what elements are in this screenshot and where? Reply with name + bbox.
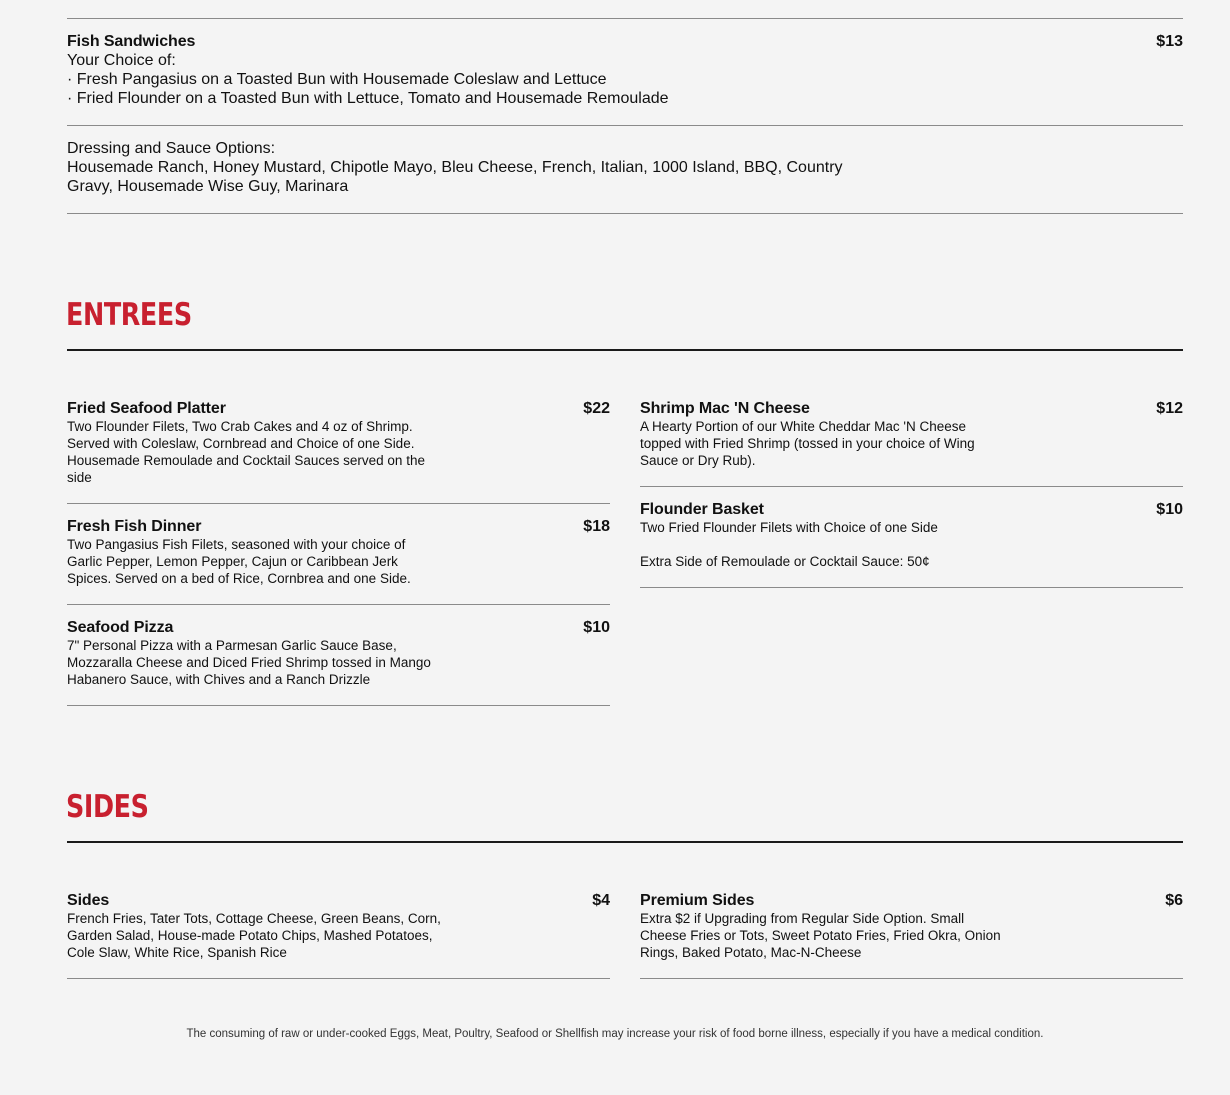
menu-item-sides (67, 891, 610, 961)
item-description-line: Two Fried Flounder Filets with Choice of one Side (640, 520, 938, 535)
description-spacer (640, 536, 1070, 553)
divider (67, 18, 1183, 19)
divider (67, 503, 610, 504)
item-description-line: Cole Slaw, White Rice, Spanish Rice (67, 945, 287, 960)
item-price: $6 (1165, 892, 1183, 909)
item-description-line: Rings, Baked Potato, Mac-N-Cheese (640, 945, 862, 960)
item-description-line: Extra Side of Remoulade or Cocktail Sauce: 50¢ (640, 554, 930, 569)
dressing-heading: Dressing and Sauce Options: (67, 140, 276, 157)
section-divider (67, 841, 1183, 843)
item-description-line: French Fries, Tater Tots, Cottage Cheese, Green Beans, Corn, (67, 911, 441, 926)
menu-item-fried-seafood-platter (67, 399, 610, 486)
item-name: Premium Sides (640, 892, 755, 909)
item-name: Seafood Pizza (67, 619, 174, 636)
section-divider (67, 349, 1183, 351)
item-price: $10 (1156, 501, 1183, 518)
item-price: $18 (583, 518, 610, 535)
dressing-options (67, 139, 1183, 196)
item-description-line: A Hearty Portion of our White Cheddar Mac 'N Cheese (640, 419, 966, 434)
item-description-line: Habanero Sauce, with Chives and a Ranch Drizzle (67, 672, 371, 687)
divider (67, 213, 1183, 214)
divider (67, 125, 1183, 126)
menu-item-premium-sides (640, 891, 1183, 961)
item-description-line: 7" Personal Pizza with a Parmesan Garlic Sauce Base, (67, 638, 397, 653)
item-description (67, 637, 497, 688)
menu-item-fish-sandwiches (67, 32, 1183, 108)
divider (640, 486, 1183, 487)
item-price: $4 (592, 892, 610, 909)
item-name: Flounder Basket (640, 501, 764, 518)
item-name: Fresh Fish Dinner (67, 518, 202, 535)
item-description-line: Served with Coleslaw, Cornbread and Choice of one Side. (67, 436, 415, 451)
item-name: Sides (67, 892, 110, 909)
item-name: Fish Sandwiches (67, 33, 196, 50)
divider (67, 978, 610, 979)
menu-item-seafood-pizza (67, 618, 610, 688)
item-price: $12 (1156, 400, 1183, 417)
item-description-line: Housemade Remoulade and Cocktail Sauces served on the (67, 453, 425, 468)
item-description (640, 910, 1070, 961)
item-name: Fried Seafood Platter (67, 400, 226, 417)
menu-item-shrimp-mac-n-cheese (640, 399, 1183, 469)
item-description-line: Extra $2 if Upgrading from Regular Side Option. Small (640, 911, 965, 926)
item-description-line: Garden Salad, House-made Potato Chips, Mashed Potatoes, (67, 928, 433, 943)
dressing-list-line: Housemade Ranch, Honey Mustard, Chipotle Mayo, Bleu Cheese, French, Italian, 1000 Island, BBQ, Country (67, 159, 843, 176)
item-description-line: · Fresh Pangasius on a Toasted Bun with Housemade Coleslaw and Lettuce (67, 71, 607, 88)
item-description (67, 910, 497, 961)
item-price: $10 (583, 619, 610, 636)
item-description-line: Two Flounder Filets, Two Crab Cakes and 4 oz of Shrimp. (67, 419, 413, 434)
item-description-line: Mozzaralla Cheese and Diced Fried Shrimp tossed in Mango (67, 655, 431, 670)
item-description-line: topped with Fried Shrimp (tossed in your choice of Wing (640, 436, 975, 451)
item-name: Shrimp Mac 'N Cheese (640, 400, 810, 417)
item-description-line: Spices. Served on a bed of Rice, Cornbrea and one Side. (67, 571, 411, 586)
item-description (640, 418, 1070, 469)
item-description (67, 418, 497, 486)
divider (640, 587, 1183, 588)
item-description (640, 519, 1070, 570)
menu-item-flounder-basket (640, 500, 1183, 570)
item-description (67, 536, 497, 587)
item-price: $22 (583, 400, 610, 417)
item-price: $13 (1156, 33, 1183, 50)
food-safety-disclaimer: The consuming of raw or under-cooked Eggs, Meat, Poultry, Seafood or Shellfish may increase your risk of food borne illness, especially if you have a medical condition. (186, 1028, 1044, 1040)
menu-item-fresh-fish-dinner (67, 517, 610, 587)
item-description-line: Garlic Pepper, Lemon Pepper, Cajun or Caribbean Jerk (67, 554, 398, 569)
section-title-entrees: ENTREES (66, 297, 192, 333)
item-description-line: Your Choice of: (67, 52, 176, 69)
dressing-list-line: Gravy, Housemade Wise Guy, Marinara (67, 178, 349, 195)
section-title-sides: SIDES (66, 789, 149, 825)
item-description-line: · Fried Flounder on a Toasted Bun with Lettuce, Tomato and Housemade Remoulade (67, 90, 669, 107)
item-description-line: Sauce or Dry Rub). (640, 453, 756, 468)
item-description-line: Cheese Fries or Tots, Sweet Potato Fries, Fried Okra, Onion (640, 928, 1001, 943)
item-description-line: Two Pangasius Fish Filets, seasoned with your choice of (67, 537, 406, 552)
divider (67, 705, 610, 706)
divider (67, 604, 610, 605)
divider (640, 978, 1183, 979)
item-description-line: side (67, 470, 92, 485)
